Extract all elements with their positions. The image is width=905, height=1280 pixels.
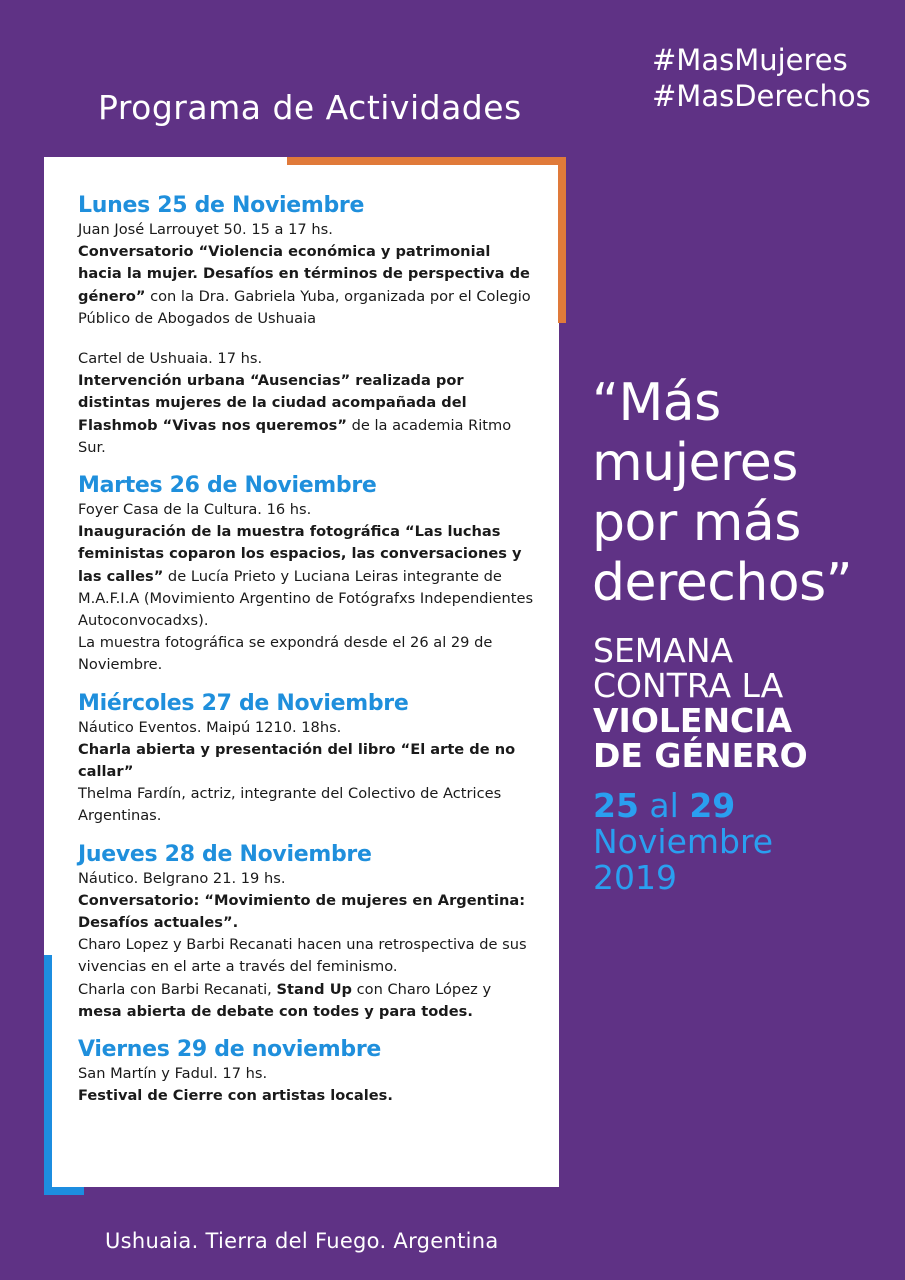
slogan-quote: “Más mujeres por más derechos” [592,373,853,613]
event-note: La muestra fotográfica se expondrá desde el 26 al 29 de Noviembre. [78,634,493,674]
hashtag-mas-mujeres: #MasMujeres [652,43,848,77]
event-location: Cartel de Ushuaia. 17 hs. [78,350,263,368]
event-description: Inauguración de la muestra fotográfica “Las luchas feministas coparon los espacios, las conversaciones y las calles” de Lucía Prieto y Luciana Leiras integrante de M.A.F.I.A (Movimiento Argentino de Fotógrafxs Independientes Autoconvocadxs). [78,523,534,630]
event-note: Thelma Fardín, actriz, integrante del Colectivo de Actrices Argentinas. [78,785,502,825]
hashtag-mas-derechos: #MasDerechos [652,79,871,113]
event-location: Náutico. Belgrano 21. 19 hs. [78,869,286,887]
hashtags [652,42,871,114]
event-description: Festival de Cierre con artistas locales. [78,1087,393,1105]
orange-accent-bar [287,157,566,165]
event-description: Intervención urbana “Ausencias” realizada por distintas mujeres de la ciudad acompañada del Flashmob “Vivas nos queremos” de la academia Ritmo Sur. [78,372,512,456]
event-description: Conversatorio: “Movimiento de mujeres en Argentina: Desafíos actuales”. [78,891,526,932]
footer-location: Ushuaia. Tierra del Fuego. Argentina [105,1229,499,1253]
event-location: Juan José Larrouyet 50. 15 a 17 hs. [78,221,333,238]
campaign-dates: 25 al 29 Noviembre 2019 [593,786,774,897]
day-heading-martes: Martes 26 de Noviembre [78,473,377,499]
campaign-title: SEMANA CONTRA LA VIOLENCIA DE GÉNERO [593,631,808,775]
blue-accent-bar [44,1187,84,1195]
page-title: Programa de Actividades [98,88,522,127]
blue-accent-bar [44,955,52,1195]
program-card [44,157,559,1187]
day-heading-lunes: Lunes 25 de Noviembre [78,193,365,218]
orange-accent-bar [558,157,566,323]
day-heading-miercoles: Miércoles 27 de Noviembre [78,690,409,716]
event-location: Foyer Casa de la Cultura. 16 hs. [78,501,312,519]
event-location: Náutico Eventos. Maipú 1210. 18hs. [78,718,342,736]
day-heading-viernes: Viernes 29 de noviembre [78,1037,382,1063]
event-description: Conversatorio “Violencia económica y patrimonial hacia la mujer. Desafíos en términos de perspectiva de género” con la Dra. Gabriela Yuba, organizada por el Colegio Público de Abogados de Ushuaia [78,243,531,327]
event-note: Charo Lopez y Barbi Recanati hacen una retrospectiva de sus vivencias en el arte a través del feminismo. [78,936,527,976]
event-note: Charla con Barbi Recanati, Stand Up con Charo López y mesa abierta de debate con todes y para todes. [78,980,492,1020]
day-heading-jueves: Jueves 28 de Noviembre [78,841,372,867]
event-location: San Martín y Fadul. 17 hs. [78,1065,268,1083]
event-description: Charla abierta y presentación del libro “El arte de no callar” [78,740,516,781]
